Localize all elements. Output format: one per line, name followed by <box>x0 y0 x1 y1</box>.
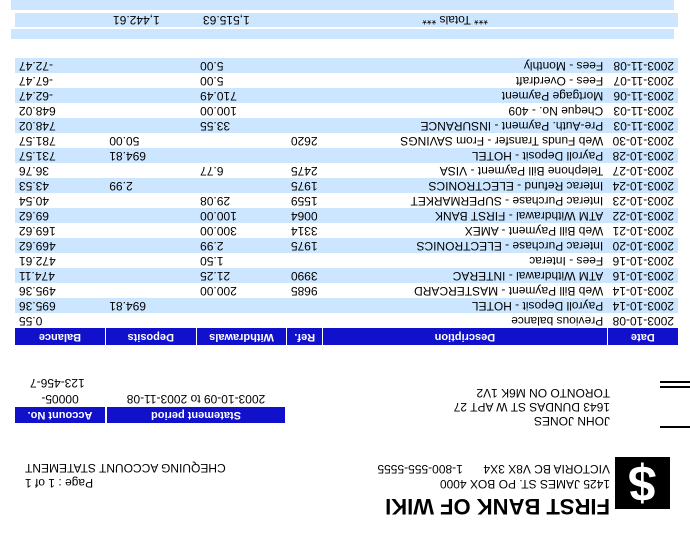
row-withdrawal <box>196 133 287 148</box>
row-description: Pre-Auth. Payment - INSURANCE <box>323 118 608 133</box>
row-description: Fees - Monthly <box>323 58 608 73</box>
row-withdrawal: 21.25 <box>196 268 287 283</box>
row-description: ATM Withdrawal - FIRST BANK <box>323 208 608 223</box>
totals-label: *** Totals *** <box>422 13 488 27</box>
row-withdrawal <box>196 148 287 163</box>
fold-line <box>660 426 690 428</box>
row-deposit <box>105 208 196 223</box>
row-deposit: 694.81 <box>105 298 196 313</box>
row-description: Interac Purchase - ELECTRONICS <box>323 238 608 253</box>
row-date: 2003-10-30 <box>612 134 674 148</box>
table-row <box>15 208 678 223</box>
table-row <box>15 253 678 268</box>
row-deposit <box>105 223 196 238</box>
row-balance: 43.53 <box>15 178 105 193</box>
row-date: 2003-11-03 <box>607 118 678 133</box>
row-deposit <box>105 163 196 178</box>
fold-line <box>660 381 690 383</box>
row-withdrawal: 2.99 <box>196 238 287 253</box>
row-date: 2003-10-22 <box>607 208 678 223</box>
row-ref: 3990 <box>287 268 323 283</box>
totals-withdrawals: 1,515.63 <box>203 13 250 27</box>
account-number-full: 123-456-7 <box>30 376 85 390</box>
row-balance: 648.02 <box>19 104 56 118</box>
row-withdrawal <box>196 298 287 313</box>
transactions-body <box>15 58 678 328</box>
row-withdrawal: 33.55 <box>196 118 287 133</box>
row-withdrawal: 5.00 <box>200 74 224 88</box>
col-deposits-header: Deposits <box>105 328 196 345</box>
row-description: Interac Purchase - SUPERMARKET <box>410 194 604 208</box>
totals-deposits: 1,442.61 <box>113 13 160 27</box>
row-deposit: 50.00 <box>109 134 140 148</box>
row-ref: 3314 <box>290 224 318 238</box>
row-ref <box>287 88 323 103</box>
table-row <box>15 163 678 178</box>
table-row <box>15 58 678 73</box>
table-row <box>15 268 678 283</box>
row-ref: 2475 <box>290 164 318 178</box>
row-ref: 0064 <box>287 208 323 223</box>
row-date: 2003-10-20 <box>607 238 678 253</box>
row-deposit <box>105 283 196 298</box>
row-withdrawal: 29.08 <box>200 194 231 208</box>
row-ref <box>287 73 323 88</box>
row-deposit <box>105 238 196 253</box>
row-description: Payroll Deposit - HOTEL <box>323 148 608 163</box>
row-ref <box>287 103 323 118</box>
totals-row <box>15 13 678 27</box>
row-ref <box>287 118 323 133</box>
row-withdrawal: 300.00 <box>200 224 237 238</box>
bank-logo-icon: $ <box>615 457 670 509</box>
row-description: Payroll Deposit - HOTEL <box>323 298 608 313</box>
row-description: Fees - Interac <box>529 254 604 268</box>
account-number-value: 00005- <box>41 392 79 406</box>
row-balance: 69.62 <box>15 208 105 223</box>
row-date: 2003-11-08 <box>607 58 678 73</box>
row-deposit <box>105 268 196 283</box>
row-deposit <box>105 193 196 208</box>
table-row <box>15 193 678 208</box>
row-balance: 472.61 <box>19 254 56 268</box>
row-ref: 9685 <box>290 284 318 298</box>
bank-city: VICTORIA BC V8X 3X4 <box>483 462 610 476</box>
row-balance: 748.02 <box>15 118 105 133</box>
row-description: Interac Refund - ELECTRONICS <box>323 178 608 193</box>
row-balance: 40.54 <box>19 194 50 208</box>
row-description: ATM Withdrawal - INTERAC <box>323 268 608 283</box>
row-withdrawal: 200.00 <box>200 284 237 298</box>
row-date: 2003-10-16 <box>612 254 674 268</box>
row-description: Telephone Bill Payment - VISA <box>439 164 604 178</box>
row-deposit: 2.99 <box>105 178 196 193</box>
row-date: 2003-10-28 <box>607 148 678 163</box>
row-balance: -72.47 <box>15 58 105 73</box>
row-balance: 495.36 <box>19 284 56 298</box>
table-row <box>15 178 678 193</box>
row-balance: 731.57 <box>15 148 105 163</box>
row-date: 2003-11-07 <box>613 74 674 88</box>
table-row <box>15 223 678 238</box>
statement-title: CHEQUING ACCOUNT STATEMENT <box>25 461 226 475</box>
row-ref <box>287 298 323 313</box>
table-row <box>15 118 678 133</box>
row-date: 2003-11-06 <box>607 88 678 103</box>
fold-line <box>660 386 690 388</box>
row-description: Web Bill Payment - MASTERCARD <box>414 284 604 298</box>
row-ref: 1975 <box>287 178 323 193</box>
row-balance: 36.76 <box>19 164 50 178</box>
row-deposit <box>105 253 196 268</box>
row-balance: 469.62 <box>15 238 105 253</box>
row-description: Cheque No. - 409 <box>508 104 604 118</box>
row-date: 2003-10-16 <box>607 268 678 283</box>
account-number-label: Account No. <box>15 407 105 423</box>
row-ref: 1975 <box>287 238 323 253</box>
row-withdrawal <box>196 313 287 328</box>
col-balance-header: Balance <box>15 328 105 345</box>
row-date: 2003-10-23 <box>612 194 674 208</box>
row-withdrawal: 6.77 <box>200 164 224 178</box>
row-withdrawal: 710.49 <box>196 88 287 103</box>
col-date-header: Date <box>607 328 678 345</box>
row-ref: 1559 <box>290 194 318 208</box>
customer-name: JOHN JONES <box>533 414 610 428</box>
row-withdrawal <box>196 178 287 193</box>
row-description: Fees - Overdraft <box>515 74 604 88</box>
row-ref <box>287 313 323 328</box>
blank-band <box>11 0 674 10</box>
transactions-table <box>15 58 678 345</box>
row-date: 2003-11-03 <box>613 104 674 118</box>
row-deposit <box>105 118 196 133</box>
row-balance: 474.11 <box>15 268 105 283</box>
table-row <box>15 88 678 103</box>
row-ref: 2620 <box>290 134 318 148</box>
table-row <box>15 73 678 88</box>
blank-band <box>11 29 674 39</box>
table-row <box>15 103 678 118</box>
row-description: Previous balance <box>511 314 604 328</box>
row-withdrawal: 1.50 <box>200 254 224 268</box>
row-balance: 781.57 <box>19 134 56 148</box>
customer-city: TORONTO ON M6K 1V2 <box>476 386 610 400</box>
row-date: 2003-10-14 <box>607 298 678 313</box>
row-deposit <box>105 58 196 73</box>
row-balance: -62.47 <box>15 88 105 103</box>
row-ref <box>287 58 323 73</box>
row-balance: -67.47 <box>19 74 54 88</box>
row-deposit <box>105 88 196 103</box>
table-row <box>15 283 678 298</box>
row-ref <box>287 253 323 268</box>
row-date: 2003-10-24 <box>607 178 678 193</box>
statement-period-value: 2003-10-09 to 2003-11-08 <box>126 392 266 406</box>
customer-address <box>350 386 610 428</box>
row-date: 2003-10-21 <box>612 224 674 238</box>
bank-city-phone <box>310 462 610 476</box>
row-deposit: 694.81 <box>105 148 196 163</box>
row-deposit <box>105 103 196 118</box>
bank-phone: 1-800-555-5555 <box>377 462 463 476</box>
row-description: Mortgage Payment <box>323 88 608 103</box>
row-ref <box>287 148 323 163</box>
table-row <box>15 298 678 313</box>
row-withdrawal: 5.00 <box>196 58 287 73</box>
bank-name: FIRST BANK OF WIKI <box>385 494 610 519</box>
row-balance: 0.55 <box>19 314 43 328</box>
row-balance: 169.62 <box>19 224 56 238</box>
row-description: Web Funds Transfer - From SAVINGS <box>400 134 604 148</box>
row-date: 2003-10-14 <box>612 284 674 298</box>
row-date: 2003-10-08 <box>612 314 674 328</box>
row-description: Web Bill Payment - AMEX <box>464 224 604 238</box>
row-deposit <box>105 73 196 88</box>
bank-address: 1425 JAMES ST. PO BOX 4000 <box>439 477 610 491</box>
row-balance: 695.36 <box>15 298 105 313</box>
row-withdrawal: 100.00 <box>196 208 287 223</box>
row-deposit <box>105 313 196 328</box>
col-description-header: Description <box>323 328 608 345</box>
col-ref-header: Ref. <box>287 328 323 345</box>
customer-street: 1643 DUNDAS ST W APT 27 <box>453 400 610 414</box>
table-header-row <box>15 328 678 345</box>
table-row <box>15 313 678 328</box>
statement-period-label: Statement period <box>107 407 285 423</box>
row-withdrawal: 100.00 <box>200 104 237 118</box>
col-withdrawals-header: Withdrawals <box>196 328 287 345</box>
row-date: 2003-10-27 <box>612 164 674 178</box>
table-row <box>15 133 678 148</box>
page-number: Page : 1 of 1 <box>25 476 94 490</box>
table-row <box>15 238 678 253</box>
table-row <box>15 148 678 163</box>
